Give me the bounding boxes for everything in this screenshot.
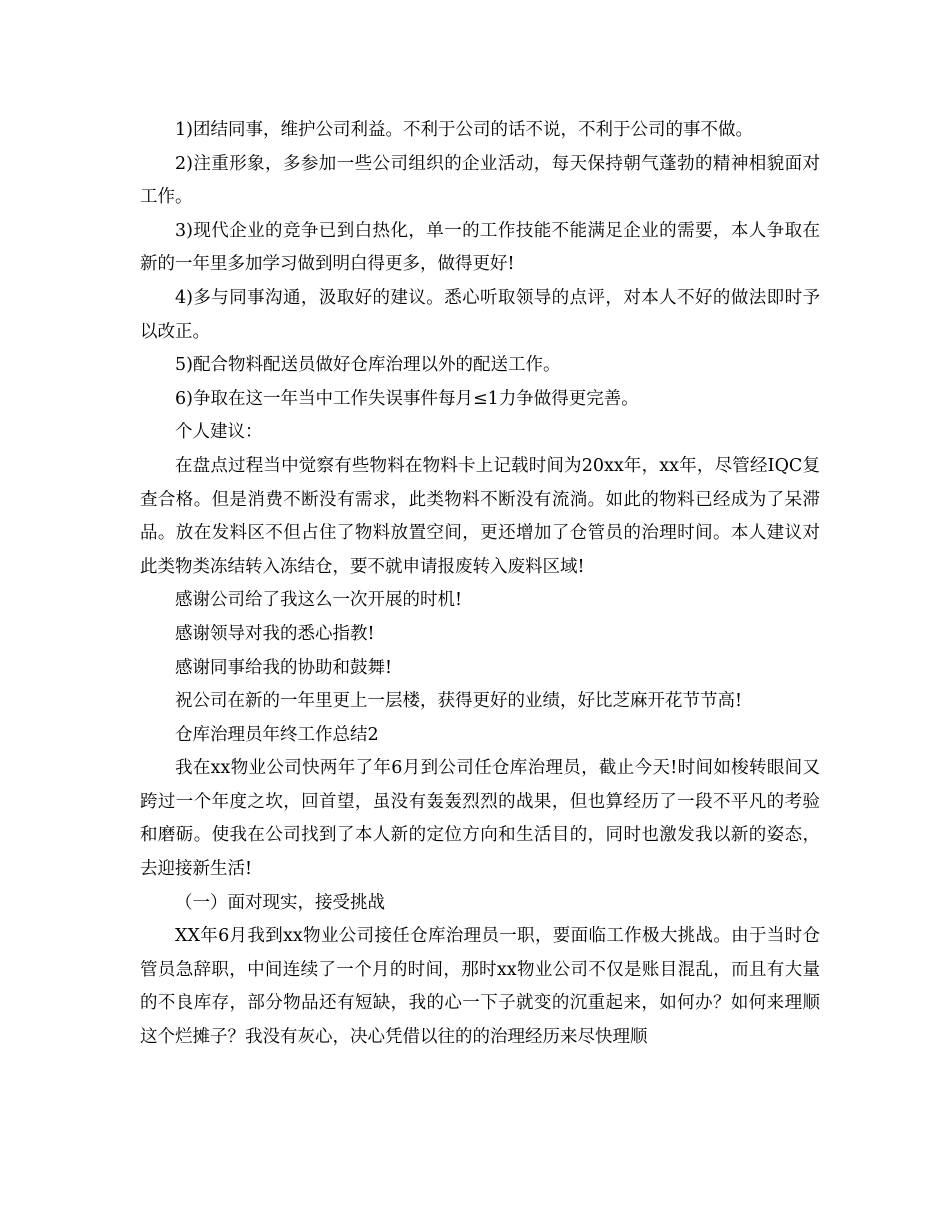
thanks-colleagues: 感谢同事给我的协助和鼓舞! — [175, 657, 393, 678]
wish-company: 祝公司在新的一年里更上一层楼，获得更好的业绩，好比芝麻开花节节高! — [175, 691, 743, 712]
section-heading-personal-advice: 个人建议： — [175, 422, 263, 443]
paragraph-item-6: 6)争取在这一年当中工作失误事件每月≤1力争做得更完善。 — [175, 388, 639, 409]
paragraph-challenge: XX年6月我到xx物业公司接任仓库治理员一职，要面临工作极大挑战。由于当时仓管员急辞职，中间连续了一个月的时间，那时xx物业公司不仅是账目混乱，而且有大量的不良库存，部分物品还有短缺，我的心一下子就变的沉重起来，如何办？如何来理顺这个烂摊子？我没有灰心，决心凭借以往的的治理经历来尽快理顺 — [140, 926, 820, 1048]
paragraph-item-4: 4)多与同事沟通，汲取好的建议。悉心听取领导的点评，对本人不好的做法即时予以改正。 — [140, 287, 820, 342]
thanks-leader: 感谢领导对我的悉心指教! — [175, 623, 375, 644]
paragraph-item-1: 1)团结同事，维护公司利益。不利于公司的话不说，不利于公司的事不做。 — [175, 120, 753, 140]
subheading-face-reality: （一）面对现实，接受挑战 — [175, 892, 385, 913]
document-body — [140, 114, 820, 1055]
paragraph-intro: 我在xx物业公司快两年了年6月到公司任仓库治理员，截止今天!时间如梭转眼间又跨过一个年度之坎，回首望，虽没有轰轰烈烈的战果，但也算经历了一段不平凡的考验和磨砺。使我在公司找到了本人新的定位方向和生活目的，同时也激发我以新的姿态，去迎接新生活! — [140, 758, 820, 880]
paragraph-item-3: 3)现代企业的竞争已到白热化，单一的工作技能不能满足企业的需要，本人争取在新的一年里多加学习做到明白得更多，做得更好! — [140, 220, 820, 275]
paragraph-item-2: 2)注重形象，多参加一些公司组织的企业活动，每天保持朝气蓬勃的精神相貌面对工作。 — [140, 153, 820, 208]
section-title-summary-2: 仓库治理员年终工作总结2 — [175, 724, 379, 745]
thanks-company: 感谢公司给了我这么一次开展的时机! — [175, 590, 463, 611]
paragraph-inventory-advice: 在盘点过程当中觉察有些物料在物料卡上记载时间为20xx年，xx年，尽管经IQC复查合格。但是消费不断没有需求，此类物料不断没有流淌。如此的物料已经成为了呆滞品。放在发料区不但占住了物料放置空间，更还增加了仓管员的治理时间。本人建议对此类物类冻结转入冻结仓，要不就申请报废转入废料区域! — [140, 455, 820, 577]
paragraph-item-5: 5)配合物料配送员做好仓库治理以外的配送工作。 — [175, 355, 561, 376]
